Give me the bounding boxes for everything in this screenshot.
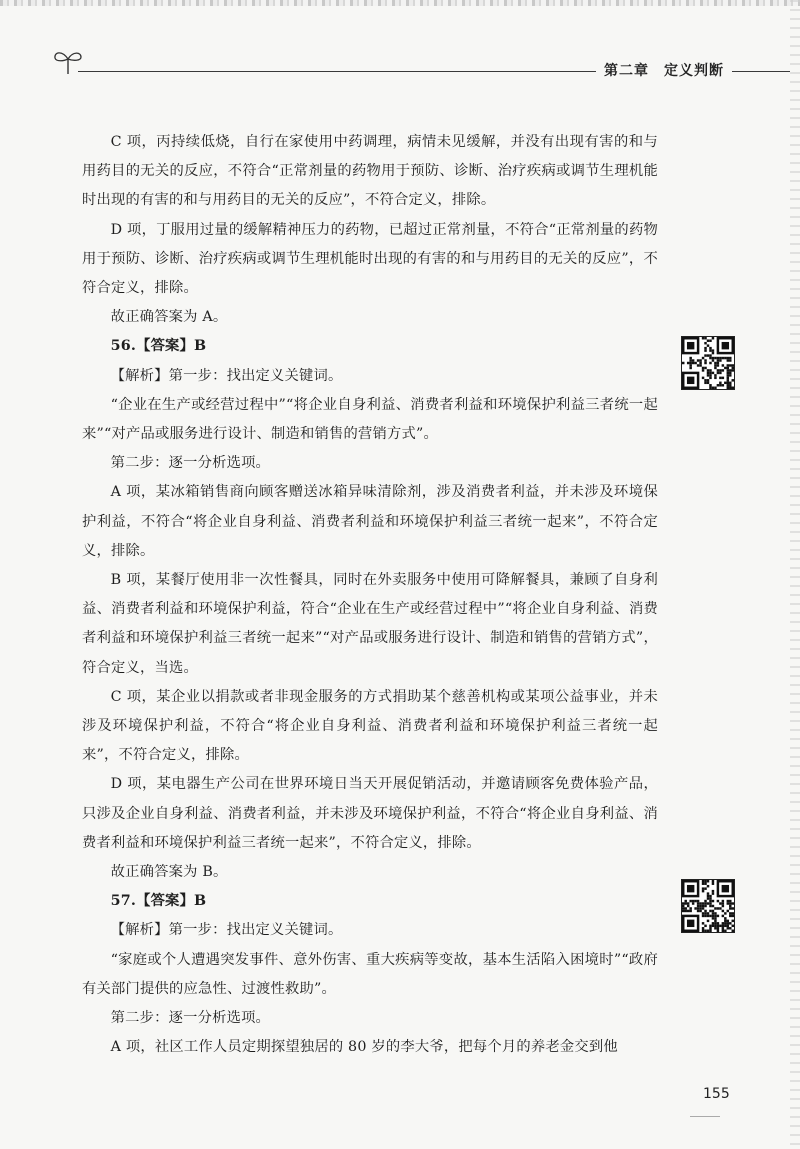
body-paragraph: “家庭或个人遭遇突发事件、意外伤害、重大疾病等变故，基本生活陷入困境时”“政府有关部门提供的应急性、过渡性救助”。 bbox=[82, 951, 658, 997]
body-paragraph: A 项，社区工作人员定期探望独居的 80 岁的李大爷，把每个月的养老金交到他 bbox=[110, 1039, 618, 1056]
pencil-mark bbox=[690, 1116, 720, 1121]
answer-heading: 57.【答案】B bbox=[110, 893, 207, 910]
body-paragraph: D 项，某电器生产公司在世界环境日当天开展促销活动，并邀请顾客免费体验产品，只涉及企业自身利益、消费者利益，并未涉及环境保护利益，不符合“将企业自身利益、消费者利益和环境保护利益三者统一起来”，不符合定义，排除。 bbox=[82, 776, 658, 851]
body-paragraph: 故正确答案为 A。 bbox=[110, 309, 228, 326]
body-paragraph: 第二步：逐一分析选项。 bbox=[110, 1010, 271, 1027]
scan-edge-top bbox=[0, 0, 800, 6]
qr-code-icon[interactable] bbox=[681, 336, 735, 390]
body-paragraph: A 项，某冰箱销售商向顾客赠送冰箱异味清除剂，涉及消费者利益，并未涉及环境保护利益，不符合“将企业自身利益、消费者利益和环境保护利益三者统一起来”，不符合定义，排除。 bbox=[82, 484, 658, 559]
qr-code-icon[interactable] bbox=[681, 879, 735, 933]
page-body bbox=[82, 128, 658, 1063]
body-paragraph: “企业在生产或经营过程中”“将企业自身利益、消费者利益和环境保护利益三者统一起来”“对产品或服务进行设计、制造和销售的营销方式”。 bbox=[82, 396, 658, 443]
body-paragraph: 【解析】第一步：找出定义关键词。 bbox=[110, 367, 343, 384]
answer-heading: 56.【答案】B bbox=[110, 338, 207, 355]
body-paragraph: 第二步：逐一分析选项。 bbox=[110, 455, 271, 472]
body-paragraph: B 项，某餐厅使用非一次性餐具，同时在外卖服务中使用可降解餐具，兼顾了自身利益、消费者利益和环境保护利益，符合“企业在生产或经营过程中”“将企业自身利益、消费者利益和环境保护利益三者统一起来”“对产品或服务进行设计、制造和销售的营销方式”，符合定义，当选。 bbox=[82, 572, 658, 676]
body-paragraph: D 项，丁服用过量的缓解精神压力的药物，已超过正常剂量，不符合“正常剂量的药物用于预防、诊断、治疗疾病或调节生理机能时出现的有害的和与用药目的无关的反应”，不符合定义，排除。 bbox=[82, 221, 658, 297]
page-number: 155 bbox=[703, 1086, 730, 1102]
body-paragraph: 故正确答案为 B。 bbox=[110, 864, 228, 881]
body-paragraph: 【解析】第一步：找出定义关键词。 bbox=[110, 922, 343, 939]
chapter-title: 第二章 定义判断 bbox=[596, 60, 732, 82]
scan-edge-right bbox=[790, 0, 800, 1149]
body-paragraph: C 项，丙持续低烧，自行在家使用中药调理，病情未见缓解，并没有出现有害的和与用药目的无关的反应，不符合“正常剂量的药物用于预防、诊断、治疗疾病或调节生理机能时出现的有害的和与用药目的无关的反应”，不符合定义，排除。 bbox=[82, 134, 658, 209]
body-paragraph: C 项，某企业以捐款或者非现金服务的方式捐助某个慈善机构或某项公益事业，并未涉及环境保护利益，不符合“将企业自身利益、消费者利益和环境保护利益三者统一起来”，不符合定义，排除。 bbox=[82, 688, 658, 764]
